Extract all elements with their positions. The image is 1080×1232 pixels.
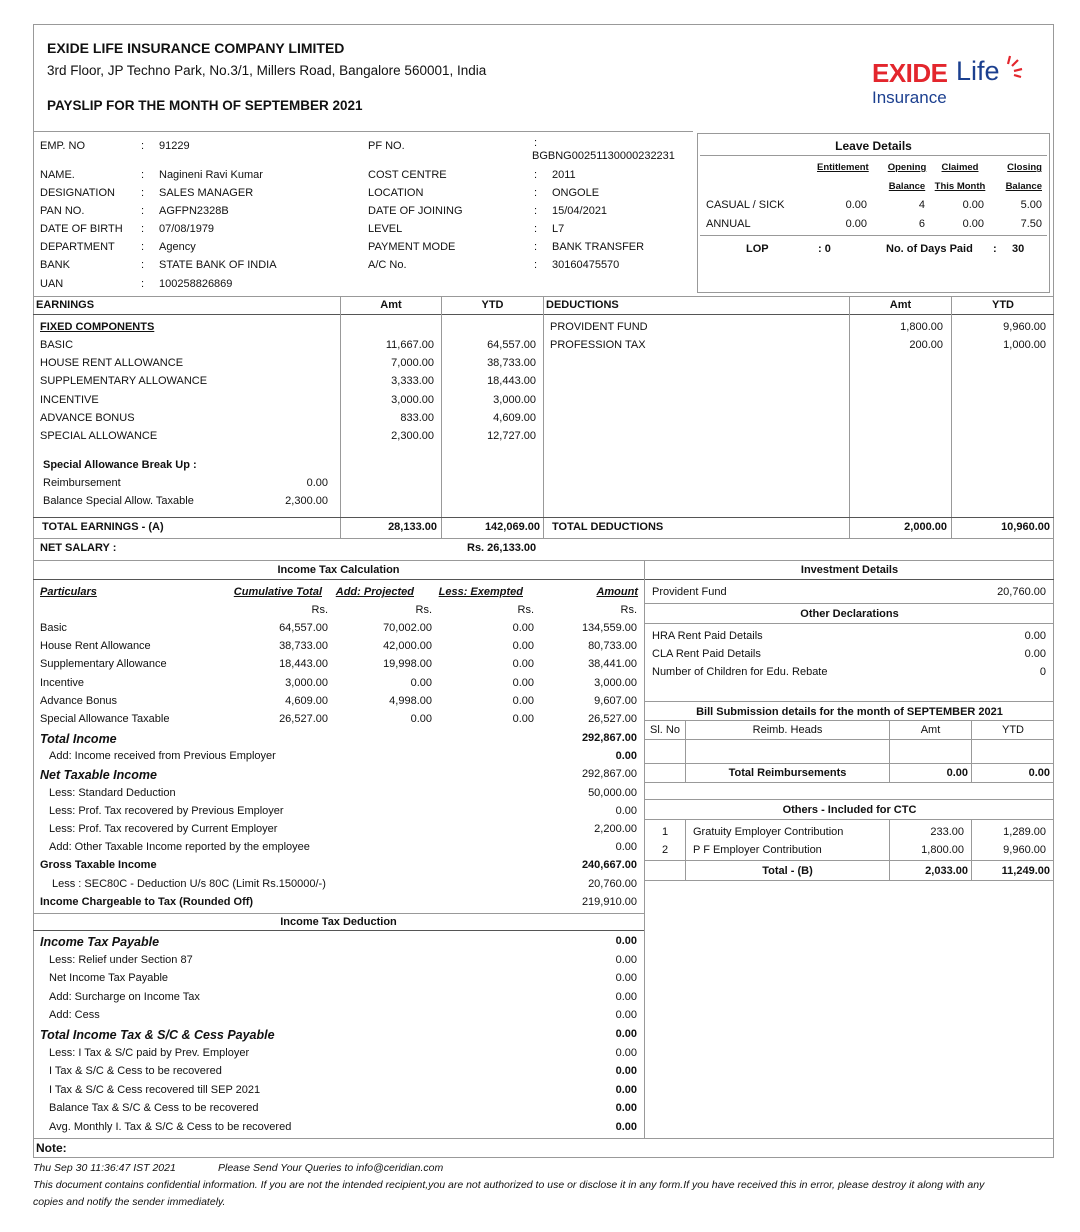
- tax-deduction-label: Add: Surcharge on Income Tax: [49, 990, 200, 1003]
- leave-hdr-closing-2: Balance: [1005, 181, 1042, 192]
- employee-field-value: 30160475570: [552, 259, 620, 271]
- ctc-ytd: 9,960.00: [1003, 844, 1046, 856]
- tax-deduction-value: 0.00: [615, 953, 637, 966]
- earning-amt: 2,300.00: [391, 430, 434, 442]
- employee-field-colon: :: [534, 223, 538, 235]
- lower-left-line: [644, 938, 645, 1138]
- declaration-value: 0.00: [1024, 630, 1046, 642]
- total-deductions-label: TOTAL DEDUCTIONS: [552, 521, 664, 533]
- leave-hdr-opening-2: Balance: [888, 181, 926, 192]
- tax-currency-amount: Rs.: [620, 604, 637, 616]
- leave-entitlement: 0.00: [845, 218, 867, 230]
- declaration-value: 0: [1039, 666, 1046, 678]
- tax-row-name: Basic: [40, 622, 67, 634]
- leave-box: [697, 133, 1050, 293]
- employee-field-value: L7: [552, 223, 565, 235]
- earnings-ytd-header: YTD: [481, 299, 504, 311]
- tax-deduction-value: 0.00: [615, 935, 637, 947]
- breakup-name: Balance Special Allow. Taxable: [43, 495, 194, 507]
- investment-pf-label: Provident Fund: [652, 586, 727, 598]
- logo-life: Life: [956, 56, 1000, 86]
- ctc-bottom-line: [645, 880, 1054, 881]
- tax-row-amount: 38,441.00: [588, 658, 637, 671]
- footer-timestamp: Thu Sep 30 11:36:47 IST 2021: [33, 1162, 176, 1174]
- bill-hdr-slno: Sl. No: [650, 724, 680, 736]
- company-name: EXIDE LIFE INSURANCE COMPANY LIMITED: [47, 40, 345, 56]
- earning-amt: 3,000.00: [391, 393, 434, 406]
- total-earnings-label: TOTAL EARNINGS - (A): [42, 521, 164, 533]
- other-decl-line: [645, 603, 1054, 604]
- tax-hdr-amount: Amount: [596, 586, 638, 598]
- earning-name: INCENTIVE: [40, 393, 99, 406]
- tax-deduction-value: 0.00: [615, 1121, 637, 1133]
- tax-row-projected: 19,998.00: [383, 658, 432, 671]
- tax-summary-value: 20,760.00: [588, 877, 637, 890]
- employee-field-label: NAME.: [40, 169, 75, 181]
- days-paid-colon: :: [993, 243, 997, 255]
- employee-field-colon: :: [534, 259, 538, 271]
- deduction-amt: 1,800.00: [900, 321, 943, 333]
- tax-row-exempted: 0.00: [512, 658, 534, 671]
- tax-row-cumulative: 64,557.00: [279, 622, 328, 634]
- other-decl-header-line: [645, 623, 1054, 624]
- employee-field-label: LOCATION: [368, 187, 424, 199]
- tax-row-projected: 0.00: [410, 676, 432, 689]
- logo-exide: EXIDE: [872, 58, 948, 88]
- ctc-top-line: [645, 799, 1054, 800]
- deduction-ytd: 1,000.00: [1003, 339, 1046, 351]
- tax-deduction-label: I Tax & S/C & Cess to be recovered: [49, 1065, 222, 1078]
- bill-hdr-amt: Amt: [920, 724, 941, 736]
- deductions-ytd-header: YTD: [992, 299, 1014, 311]
- bill-hdr-heads: Reimb. Heads: [752, 724, 823, 736]
- ctc-total-ytd: 11,249.00: [1001, 865, 1050, 877]
- net-salary-value: Rs. 26,133.00: [467, 542, 537, 554]
- tax-deduction-value: 0.00: [615, 972, 637, 985]
- total-deductions-amt: 2,000.00: [904, 521, 947, 533]
- leave-hdr-claimed-2: This Month: [934, 181, 986, 192]
- leave-hdr-entitlement: Entitlement: [817, 162, 869, 173]
- tax-currency-proj: Rs.: [415, 604, 432, 616]
- employee-field-label: EMP. NO: [40, 140, 86, 152]
- tax-deduction-value: 0.00: [615, 1009, 637, 1022]
- ctc-total-line: [645, 860, 1054, 861]
- tax-row-projected: 0.00: [410, 713, 432, 725]
- tax-summary-label: Income Chargeable to Tax (Rounded Off): [40, 895, 254, 908]
- tax-row-cumulative: 4,609.00: [285, 694, 328, 707]
- tax-row-name: House Rent Allowance: [40, 640, 151, 653]
- employee-field-colon: :: [141, 278, 145, 290]
- tax-row-cumulative: 26,527.00: [279, 713, 328, 725]
- tax-deduction-label: Less: Relief under Section 87: [49, 953, 193, 966]
- tax-summary-value: 0.00: [615, 750, 637, 763]
- employee-field-value: BGBNG00251130000232231: [532, 150, 675, 162]
- tax-row-exempted: 0.00: [512, 640, 534, 653]
- tax-summary-label: Less: Standard Deduction: [49, 786, 176, 799]
- fixed-components-label: FIXED COMPONENTS: [40, 321, 155, 333]
- ctc-name: Gratuity Employer Contribution: [693, 826, 844, 838]
- tax-row-amount: 134,559.00: [581, 622, 637, 634]
- tax-deduction-value: 0.00: [615, 990, 637, 1003]
- tax-deduction-label: Balance Tax & S/C & Cess to be recovered: [49, 1102, 259, 1115]
- tax-row-amount: 3,000.00: [594, 676, 637, 689]
- leave-claimed: 0.00: [962, 199, 984, 211]
- tax-row-projected: 70,002.00: [383, 622, 432, 634]
- earn-col-line-3: [543, 296, 544, 539]
- ctc-total-amt: 2,033.00: [925, 865, 968, 877]
- logo-rays-icon: [1002, 52, 1028, 82]
- tax-deduction-header-line: [33, 930, 644, 931]
- earning-ytd: 3,000.00: [493, 393, 536, 406]
- employee-field-label: PAN NO.: [40, 205, 85, 217]
- tax-deduction-value: 0.00: [615, 1083, 637, 1096]
- tax-row-name: Incentive: [40, 676, 85, 689]
- tax-row-name: Supplementary Allowance: [40, 658, 167, 671]
- tax-summary-value: 219,910.00: [581, 895, 637, 908]
- company-address: 3rd Floor, JP Techno Park, No.3/1, Millers Road, Bangalore 560001, India: [47, 63, 487, 78]
- tax-deduction-label: Add: Cess: [49, 1009, 100, 1022]
- employee-field-colon: :: [141, 241, 145, 253]
- ctc-ytd: 1,289.00: [1003, 826, 1046, 838]
- employee-field-colon: :: [141, 187, 145, 199]
- note-label: Note:: [36, 1141, 67, 1155]
- earning-name: HOUSE RENT ALLOWANCE: [40, 357, 184, 370]
- bill-total-ytd: 0.00: [1028, 767, 1050, 779]
- note-line: [33, 1138, 1054, 1139]
- employee-field-colon: :: [534, 187, 538, 199]
- tax-deduction-label: Total Income Tax & S/C & Cess Payable: [40, 1028, 275, 1042]
- deduction-name: PROVIDENT FUND: [550, 321, 648, 333]
- tax-deduction-line: [33, 913, 644, 914]
- employee-field-value: AGFPN2328B: [159, 205, 229, 217]
- employee-field-colon: :: [534, 241, 538, 253]
- ctc-name: P F Employer Contribution: [693, 844, 822, 856]
- tax-summary-label: Less: Prof. Tax recovered by Previous Employer: [49, 804, 284, 817]
- employee-field-value: 15/04/2021: [552, 205, 608, 217]
- payslip-title: PAYSLIP FOR THE MONTH OF SEPTEMBER 2021: [47, 98, 363, 113]
- ctc-sl-no: 1: [662, 826, 669, 838]
- tax-summary-label: Total Income: [40, 732, 117, 746]
- lop-label: LOP: [746, 243, 769, 255]
- tax-row-amount: 26,527.00: [588, 713, 637, 725]
- tax-row-projected: 4,998.00: [389, 694, 432, 707]
- employee-field-label: DATE OF JOINING: [368, 205, 463, 217]
- tax-deduction-value: 0.00: [615, 1028, 637, 1040]
- days-paid-value: 30: [1012, 243, 1025, 255]
- tax-summary-value: 292,867.00: [581, 732, 637, 744]
- company-logo: [872, 52, 1032, 112]
- employee-field-colon: :: [534, 169, 538, 181]
- leave-title-divider: [700, 155, 1047, 156]
- tax-summary-value: 50,000.00: [588, 786, 637, 799]
- employee-field-label: LEVEL: [368, 223, 403, 235]
- employee-field-colon: :: [141, 140, 145, 152]
- tax-row-cumulative: 38,733.00: [279, 640, 328, 653]
- footer-disclaimer-line1: This document contains confidential information. If you are not the intended recipient,you are not authorized to use or disclose it in any form.If you have received this in error, please destroy it along with any: [33, 1179, 985, 1191]
- leave-type: CASUAL / SICK: [706, 199, 785, 211]
- leave-hdr-claimed: Claimed: [941, 162, 979, 173]
- bill-total-line: [645, 763, 1054, 764]
- bill-hdr-ytd: YTD: [1002, 724, 1024, 736]
- earning-name: BASIC: [40, 339, 74, 351]
- employee-field-value: 2011: [552, 169, 576, 181]
- ctc-header-line: [645, 819, 1054, 820]
- employee-field-colon: :: [141, 169, 145, 181]
- tax-row-cumulative: 18,443.00: [279, 658, 328, 671]
- days-paid-label: No. of Days Paid: [886, 243, 973, 255]
- tax-row-amount: 9,607.00: [594, 694, 637, 707]
- earning-name: SPECIAL ALLOWANCE: [40, 430, 158, 442]
- earning-name: ADVANCE BONUS: [40, 411, 135, 424]
- total-earnings-amt: 28,133.00: [388, 521, 437, 533]
- earning-amt: 11,667.00: [385, 339, 434, 351]
- declaration-value: 0.00: [1024, 648, 1046, 660]
- breakup-value: 0.00: [306, 477, 328, 489]
- tax-hdr-cumulative: Cumulative Total: [233, 586, 322, 598]
- tax-deduction-value: 0.00: [615, 1102, 637, 1115]
- declaration-label: HRA Rent Paid Details: [652, 630, 763, 642]
- tax-summary-label: Gross Taxable Income: [40, 859, 157, 872]
- tax-summary-label: Net Taxable Income: [40, 768, 157, 783]
- employee-field-value: SALES MANAGER: [159, 187, 254, 199]
- tax-currency-exempt: Rs.: [517, 604, 534, 616]
- ctc-sl-no: 2: [662, 844, 669, 856]
- ctc-title: Others - Included for CTC: [782, 804, 917, 816]
- employee-field-value: 100258826869: [159, 278, 233, 290]
- employee-field-value: Nagineni Ravi Kumar: [159, 169, 263, 181]
- tax-row-projected: 42,000.00: [383, 640, 432, 653]
- employee-field-label: UAN: [40, 278, 64, 290]
- tax-summary-label: Add: Other Taxable Income reported by the employee: [49, 841, 310, 854]
- employee-field-value: Agency: [159, 241, 196, 253]
- tax-row-name: Special Allowance Taxable: [40, 713, 170, 725]
- tax-row-exempted: 0.00: [512, 622, 534, 634]
- employee-field-colon: :: [534, 137, 538, 149]
- leave-type: ANNUAL: [706, 218, 751, 230]
- employee-field-label: PAYMENT MODE: [368, 241, 456, 253]
- tax-hdr-exempted: Less: Exempted: [438, 586, 523, 598]
- earning-ytd: 64,557.00: [487, 339, 536, 351]
- earning-name: SUPPLEMENTARY ALLOWANCE: [40, 375, 208, 388]
- earning-ytd: 38,733.00: [487, 357, 536, 370]
- ctc-total-label: Total - (B): [762, 865, 813, 877]
- employee-field-label: BANK: [40, 259, 70, 271]
- tax-deduction-value: 0.00: [615, 1065, 637, 1078]
- employee-field-value: 07/08/1979: [159, 223, 215, 235]
- investment-title: Investment Details: [800, 564, 899, 576]
- bill-title-line: [645, 720, 1054, 721]
- lop-value: : 0: [818, 243, 831, 255]
- breakup-name: Reimbursement: [43, 477, 121, 489]
- tax-row-amount: 80,733.00: [588, 640, 637, 653]
- bill-total-amt: 0.00: [946, 767, 968, 779]
- earning-ytd: 18,443.00: [487, 375, 536, 388]
- ctc-amt: 233.00: [930, 826, 964, 838]
- tax-deduction-label: Income Tax Payable: [40, 935, 160, 949]
- employee-field-value: BANK TRANSFER: [552, 241, 645, 253]
- totals-top-line: [33, 517, 1054, 518]
- tax-deduction-label: Less: I Tax & S/C paid by Prev. Employer: [49, 1046, 250, 1059]
- tax-summary-value: 240,667.00: [581, 859, 637, 872]
- bill-title: Bill Submission details for the month of SEPTEMBER 2021: [696, 706, 1003, 718]
- leave-closing: 5.00: [1020, 199, 1042, 211]
- leave-hdr-opening: Opening: [887, 162, 927, 173]
- employee-field-value: STATE BANK OF INDIA: [159, 259, 277, 271]
- breakup-value: 2,300.00: [285, 495, 328, 507]
- tax-row-name: Advance Bonus: [40, 694, 118, 707]
- leave-opening: 4: [918, 199, 925, 211]
- earnings-amt-header: Amt: [380, 299, 402, 311]
- tax-hdr-projected: Add: Projected: [335, 586, 414, 598]
- employee-field-label: COST CENTRE: [368, 169, 447, 181]
- employee-field-colon: :: [534, 205, 538, 217]
- earning-ytd: 4,609.00: [493, 411, 536, 424]
- employee-field-label: DEPARTMENT: [40, 241, 115, 253]
- header-divider: [33, 131, 693, 132]
- deductions-amt-header: Amt: [889, 299, 912, 311]
- employee-field-label: DESIGNATION: [40, 187, 115, 199]
- employee-field-label: PF NO.: [368, 140, 405, 152]
- deduction-name: PROFESSION TAX: [550, 339, 646, 351]
- leave-closing: 7.50: [1020, 218, 1042, 230]
- tax-summary-label: Add: Income received from Previous Employer: [49, 750, 276, 763]
- totals-bottom-line: [33, 538, 1054, 539]
- tax-row-exempted: 0.00: [512, 713, 534, 725]
- declaration-label: CLA Rent Paid Details: [652, 648, 761, 660]
- tax-deduction-label: Avg. Monthly I. Tax & S/C & Cess to be recovered: [49, 1121, 292, 1133]
- leave-claimed: 0.00: [962, 218, 984, 230]
- investment-pf-value: 20,760.00: [997, 586, 1046, 598]
- employee-field-value: ONGOLE: [552, 187, 600, 199]
- deduction-ytd: 9,960.00: [1003, 321, 1046, 333]
- tax-summary-label: Less: Prof. Tax recovered by Current Employer: [49, 823, 278, 835]
- tax-hdr-particulars: Particulars: [40, 586, 97, 598]
- earning-amt: 833.00: [400, 411, 434, 424]
- leave-entitlement: 0.00: [845, 199, 867, 211]
- bill-top-line: [645, 701, 1054, 702]
- tax-deduction-value: 0.00: [615, 1046, 637, 1059]
- leave-lop-divider: [700, 235, 1047, 236]
- net-salary-label: NET SALARY :: [40, 542, 117, 554]
- earning-amt: 7,000.00: [391, 357, 434, 370]
- deductions-header: DEDUCTIONS: [546, 299, 619, 311]
- earning-amt: 3,333.00: [391, 375, 434, 388]
- bill-header-line: [645, 739, 1054, 740]
- tax-row-exempted: 0.00: [512, 694, 534, 707]
- tax-summary-value: 0.00: [615, 841, 637, 854]
- tax-deduction-label: I Tax & S/C & Cess recovered till SEP 2021: [49, 1083, 261, 1096]
- earning-ytd: 12,727.00: [487, 430, 536, 442]
- other-declarations-title: Other Declarations: [800, 608, 899, 620]
- tax-currency-cum: Rs.: [311, 604, 328, 616]
- tax-row-exempted: 0.00: [512, 676, 534, 689]
- employee-field-colon: :: [141, 259, 145, 271]
- bill-total-label: Total Reimbursements: [728, 767, 847, 779]
- employee-field-colon: :: [141, 205, 145, 217]
- leave-title: Leave Details: [835, 139, 912, 153]
- tax-summary-label: Less : SEC80C - Deduction U/s 80C (Limit Rs.150000/-): [52, 877, 326, 890]
- employee-field-label: A/C No.: [368, 259, 407, 271]
- leave-opening: 6: [918, 218, 925, 230]
- tax-summary-value: 2,200.00: [594, 823, 637, 835]
- total-deductions-ytd: 10,960.00: [1001, 521, 1050, 533]
- bill-bottom-line: [645, 782, 1054, 783]
- breakup-title: Special Allowance Break Up :: [43, 459, 197, 471]
- employee-field-value: 91229: [159, 140, 190, 152]
- logo-insurance: Insurance: [872, 88, 947, 107]
- tax-summary-value: 0.00: [615, 804, 637, 817]
- tax-deduction-title: Income Tax Deduction: [280, 916, 397, 928]
- lower-top-line: [33, 560, 1054, 561]
- deduction-amt: 200.00: [909, 339, 943, 351]
- footer-queries: Please Send Your Queries to info@ceridian.com: [218, 1162, 444, 1174]
- employee-field-colon: :: [141, 223, 145, 235]
- tax-calc-title: Income Tax Calculation: [277, 564, 400, 576]
- total-earnings-ytd: 142,069.00: [484, 521, 540, 533]
- tax-summary-value: 292,867.00: [581, 768, 637, 781]
- employee-field-label: DATE OF BIRTH: [40, 223, 123, 235]
- earnings-header: EARNINGS: [36, 299, 95, 311]
- footer-disclaimer-line2: copies and notify the sender immediately.: [33, 1196, 226, 1208]
- declaration-label: Number of Children for Edu. Rebate: [652, 666, 828, 678]
- tax-row-cumulative: 3,000.00: [285, 676, 328, 689]
- tax-deduction-label: Net Income Tax Payable: [49, 972, 169, 985]
- ctc-amt: 1,800.00: [921, 844, 964, 856]
- lower-header-line: [33, 579, 1054, 580]
- leave-hdr-closing: Closing: [1007, 162, 1042, 173]
